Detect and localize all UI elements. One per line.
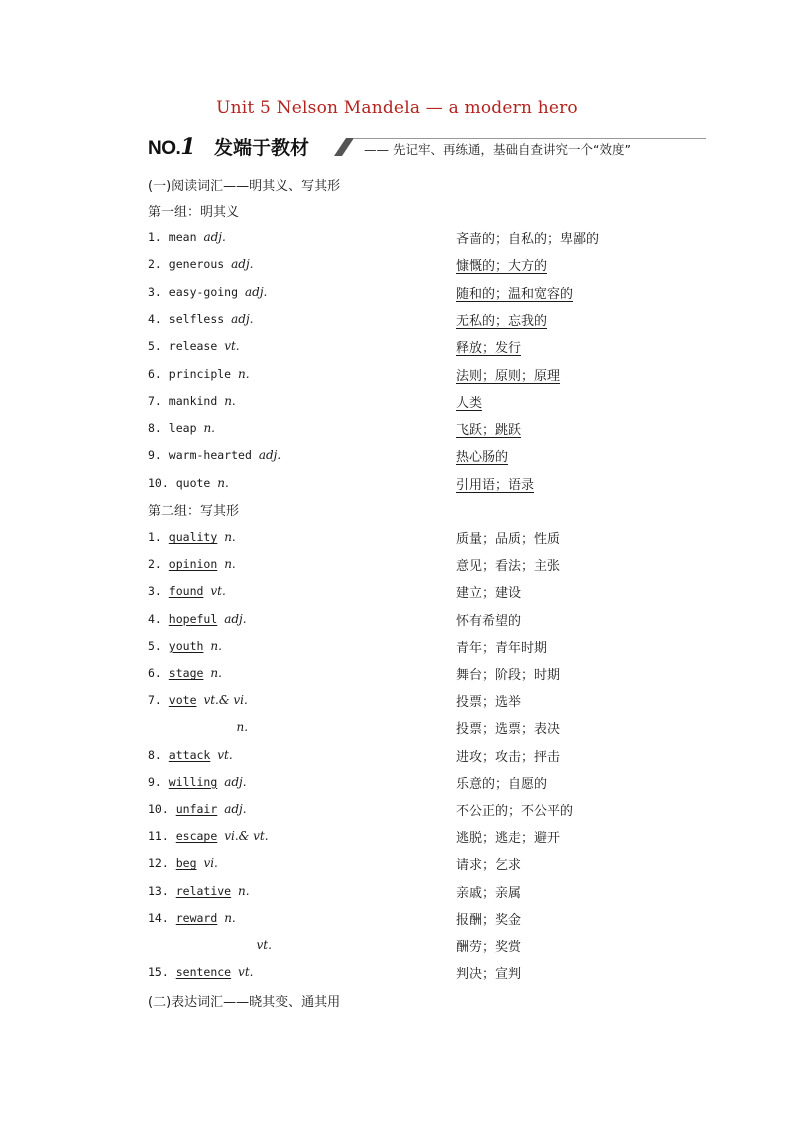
vocab-word: mean xyxy=(168,230,197,244)
vocab-term xyxy=(148,911,236,925)
part-of-speech: adj. xyxy=(224,774,247,789)
banner-no-prefix: NO. xyxy=(148,138,181,159)
banner-subtitle: —— 先记牢、再练通，基础自查讲究一个“效度” xyxy=(364,142,631,157)
item-number: 7. xyxy=(148,393,162,408)
part-of-speech: n. xyxy=(238,366,250,381)
vocab-term xyxy=(148,639,222,653)
vocab-meaning: 进攻；攻击；抨击 xyxy=(456,749,561,765)
part-of-speech: vi.& vt. xyxy=(224,829,269,844)
part-of-speech: n. xyxy=(217,475,229,490)
vocab-meaning: 慷慨的；大方的 xyxy=(456,259,548,275)
vocab-term xyxy=(148,884,250,898)
vocab-row xyxy=(148,802,708,822)
vocab-meaning: 无私的；忘我的 xyxy=(456,313,548,329)
part-of-speech: vt. xyxy=(256,938,272,952)
item-number: 7. xyxy=(148,693,162,708)
banner-slash-icon xyxy=(334,135,356,157)
item-number: 4. xyxy=(148,311,162,326)
vocab-row xyxy=(148,230,708,250)
vocab-word: reward xyxy=(175,910,218,925)
vocab-row xyxy=(148,584,708,604)
vocab-term xyxy=(148,856,218,870)
part-of-speech: adj. xyxy=(224,611,247,626)
vocab-row xyxy=(148,476,708,496)
part-of-speech: adj. xyxy=(231,257,254,272)
vocab-row xyxy=(148,367,708,387)
item-number: 5. xyxy=(148,339,162,354)
part-of-speech: vt. xyxy=(238,965,254,980)
item-number: 3. xyxy=(148,284,162,299)
vocab-meaning: 请求；乞求 xyxy=(456,858,522,874)
vocab-word: found xyxy=(168,584,204,599)
vocab-term xyxy=(148,775,247,789)
part-of-speech: n. xyxy=(236,720,249,735)
vocab-row xyxy=(148,748,708,768)
vocab-word: stage xyxy=(168,666,204,680)
vocab-word: youth xyxy=(168,638,204,653)
section-banner xyxy=(148,133,708,159)
item-number: 14. xyxy=(148,910,169,925)
vocab-meaning: 投票；选票；表决 xyxy=(456,722,561,738)
vocab-row xyxy=(148,421,708,441)
part-of-speech: vt. xyxy=(210,584,226,599)
part-of-speech: n. xyxy=(224,393,236,408)
vocab-word: release xyxy=(168,339,218,354)
vocab-meaning: 人类 xyxy=(456,395,483,411)
vocab-term xyxy=(148,612,247,626)
item-number: 4. xyxy=(148,611,162,626)
vocab-word: attack xyxy=(168,747,211,762)
part-of-speech: adj. xyxy=(231,311,254,326)
item-number: 1. xyxy=(148,530,162,544)
section1-heading: (一)阅读词汇——明其义、写其形 xyxy=(148,179,341,194)
vocab-word: escape xyxy=(175,829,218,844)
vocab-word: relative xyxy=(175,883,232,898)
vocab-word: opinion xyxy=(168,557,218,572)
vocab-meaning: 判决；宣判 xyxy=(456,967,522,983)
vocab-row xyxy=(148,720,708,740)
item-number: 2. xyxy=(148,257,162,272)
vocab-meaning: 吝啬的；自私的；卑鄙的 xyxy=(456,232,600,247)
vocab-meaning: 随和的；温和宽容的 xyxy=(456,286,574,302)
document-title: Unit 5 Nelson Mandela — a modern hero xyxy=(216,98,578,118)
part-of-speech: n. xyxy=(210,666,222,680)
item-number: 8. xyxy=(148,421,162,436)
vocab-word: unfair xyxy=(175,802,218,816)
vocab-term xyxy=(148,829,269,843)
vocab-meaning: 青年；青年时期 xyxy=(456,640,548,656)
item-number: 5. xyxy=(148,638,162,653)
vocab-meaning: 飞跃；跳跃 xyxy=(456,423,522,439)
vocab-meaning: 酬劳；奖赏 xyxy=(456,940,522,955)
vocab-row xyxy=(148,856,708,876)
vocab-term xyxy=(148,666,222,680)
part-of-speech: adj. xyxy=(224,802,247,816)
part-of-speech: adj. xyxy=(203,230,226,244)
vocab-word: quote xyxy=(175,475,211,490)
vocab-term xyxy=(148,530,236,544)
vocab-term xyxy=(148,965,253,979)
item-number: 11. xyxy=(148,829,169,844)
vocab-term xyxy=(148,339,240,353)
vocab-row xyxy=(148,557,708,577)
vocab-meaning: 释放；发行 xyxy=(456,341,522,357)
part-of-speech: n. xyxy=(238,883,250,898)
vocab-row xyxy=(148,884,708,904)
item-number: 10. xyxy=(148,802,169,816)
vocab-meaning: 热心肠的 xyxy=(456,450,509,466)
part-of-speech: n. xyxy=(224,530,236,544)
item-number: 1. xyxy=(148,230,162,244)
vocab-row xyxy=(148,312,708,332)
vocab-row xyxy=(148,339,708,359)
vocab-term xyxy=(148,476,229,490)
item-number: 6. xyxy=(148,666,162,680)
vocab-word: principle xyxy=(168,366,232,381)
vocab-meaning: 怀有希望的 xyxy=(456,613,522,629)
part-of-speech: vt.& vi. xyxy=(203,693,248,708)
item-number: 9. xyxy=(148,774,162,789)
part-of-speech: adj. xyxy=(258,448,282,463)
part-of-speech: vt. xyxy=(217,747,233,762)
vocab-meaning: 质量；品质；性质 xyxy=(456,532,561,547)
vocab-word: hopeful xyxy=(168,611,218,626)
vocab-term xyxy=(148,584,226,598)
vocab-row xyxy=(148,285,708,305)
item-number: 8. xyxy=(148,747,162,762)
vocab-word: leap xyxy=(168,421,197,436)
vocab-meaning: 逃脱；逃走；避开 xyxy=(456,831,561,847)
part-of-speech: n. xyxy=(203,421,215,436)
vocab-term xyxy=(148,230,226,244)
vocab-row xyxy=(148,965,708,985)
vocab-meaning: 投票；选举 xyxy=(456,695,522,711)
vocab-term xyxy=(208,938,272,952)
vocab-row xyxy=(148,938,708,958)
banner-title: 发端于教材 xyxy=(214,137,310,159)
vocab-meaning: 建立；建设 xyxy=(456,586,522,602)
vocab-term xyxy=(148,748,233,762)
vocab-word: quality xyxy=(168,530,218,544)
vocab-row xyxy=(148,829,708,849)
vocab-term xyxy=(188,720,248,734)
vocab-row xyxy=(148,693,708,713)
part-of-speech: n. xyxy=(210,638,222,653)
vocab-term xyxy=(148,693,248,707)
vocab-meaning: 不公正的；不公平的 xyxy=(456,804,574,819)
vocab-word: willing xyxy=(168,774,218,789)
vocab-term xyxy=(148,367,250,381)
item-number: 15. xyxy=(148,965,169,980)
item-number: 12. xyxy=(148,856,169,871)
vocab-word: generous xyxy=(168,257,225,272)
vocab-meaning: 报酬；奖金 xyxy=(456,912,522,928)
item-number: 3. xyxy=(148,584,162,599)
banner-divider xyxy=(354,138,706,139)
vocab-row xyxy=(148,530,708,550)
vocab-row xyxy=(148,394,708,414)
vocab-row xyxy=(148,666,708,686)
vocab-row xyxy=(148,257,708,277)
part-of-speech: n. xyxy=(224,910,236,925)
vocab-meaning: 意见；看法；主张 xyxy=(456,559,561,575)
vocab-word: mankind xyxy=(168,393,218,408)
vocab-term xyxy=(148,394,236,408)
group2-label: 第二组：写其形 xyxy=(148,504,240,519)
vocab-term xyxy=(148,557,236,571)
part-of-speech: n. xyxy=(224,557,236,572)
vocab-meaning: 引用语；语录 xyxy=(456,477,535,493)
group1-label: 第一组：明其义 xyxy=(148,205,240,220)
part-of-speech: vi. xyxy=(203,856,218,871)
section2-heading: (二)表达词汇——晓其变、通其用 xyxy=(148,995,341,1010)
vocab-word: vote xyxy=(168,693,197,708)
banner-number xyxy=(148,134,195,160)
vocab-term xyxy=(148,312,254,326)
part-of-speech: adj. xyxy=(244,284,268,299)
vocab-word: easy-going xyxy=(168,284,239,299)
vocab-word: selfless xyxy=(168,311,225,326)
vocab-meaning: 乐意的；自愿的 xyxy=(456,776,548,792)
item-number: 6. xyxy=(148,366,162,381)
item-number: 9. xyxy=(148,448,162,463)
item-number: 10. xyxy=(148,475,169,490)
vocab-term xyxy=(148,421,215,435)
vocab-row xyxy=(148,639,708,659)
vocab-meaning: 亲戚；亲属 xyxy=(456,885,522,901)
vocab-term xyxy=(148,257,254,271)
vocab-row xyxy=(148,612,708,632)
vocab-meaning: 法则；原则；原理 xyxy=(456,368,561,384)
vocab-row xyxy=(148,448,708,468)
vocab-row xyxy=(148,775,708,795)
vocab-word: beg xyxy=(175,856,197,871)
item-number: 13. xyxy=(148,883,169,898)
vocab-row xyxy=(148,911,708,931)
vocab-word: warm-hearted xyxy=(168,448,252,463)
part-of-speech: vt. xyxy=(224,339,240,354)
banner-no-num: 1 xyxy=(180,134,196,160)
item-number: 2. xyxy=(148,557,162,572)
vocab-meaning: 舞台；阶段；时期 xyxy=(456,668,561,683)
vocab-term xyxy=(148,802,247,816)
vocab-term xyxy=(148,448,281,462)
vocab-term xyxy=(148,285,267,299)
vocab-word: sentence xyxy=(175,965,232,980)
